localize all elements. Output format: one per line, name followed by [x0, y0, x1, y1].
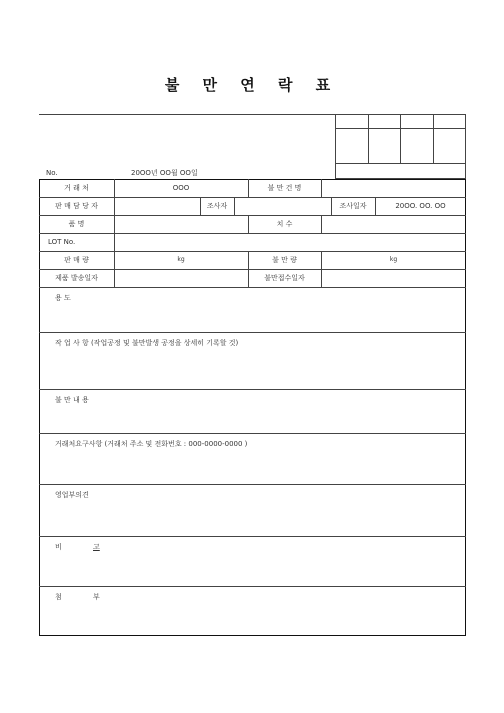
section-line-5 [39, 536, 466, 537]
complaint-qty-unit: kg [389, 256, 398, 263]
mid-col-b2 [321, 215, 322, 233]
page-title: 불 만 연 락 표 [164, 76, 340, 94]
form-table [39, 179, 466, 636]
row-line-4 [39, 251, 466, 252]
investigation-date-value: 20OO. OO. OO [395, 202, 446, 210]
row-line-6 [39, 287, 466, 288]
investigation-date-label: 조사일자 [339, 202, 367, 210]
remarks-label-1: 비 [55, 543, 62, 551]
client-request-label: 거래처요구사항 (거래처 주소 및 전화번호 : 000-0000-0000 ) [55, 440, 248, 448]
usage-label: 용 도 [55, 294, 71, 302]
header-date: 20OO년 OO월 OO일 [131, 169, 198, 177]
row-line-1 [39, 197, 466, 198]
no-label: No. [46, 169, 58, 177]
row-line-2 [39, 215, 466, 216]
client-label: 거 래 처 [64, 184, 89, 192]
section-line-4 [39, 484, 466, 485]
section-line-6 [39, 586, 466, 587]
ship-date-label: 제품 발송일자 [55, 274, 98, 282]
row-line-5 [39, 269, 466, 270]
complaint-qty-label: 불 만 량 [272, 256, 297, 264]
approval-col-1 [368, 114, 369, 163]
section-line-3 [39, 433, 466, 434]
investigator-col-2 [234, 197, 235, 215]
sales-opinion-label: 영업부의견 [55, 491, 89, 499]
approval-col-3 [433, 114, 434, 163]
row-line-3 [39, 233, 466, 234]
lot-label: LOT No. [48, 238, 76, 246]
complaint-case-label: 불 만 건 명 [267, 184, 302, 192]
label-col-divider [114, 179, 115, 287]
section-line-1 [39, 332, 466, 333]
receipt-date-label: 불만접수일자 [264, 274, 305, 282]
remarks-label-2: 고 [93, 543, 100, 551]
approval-bottom-rule [335, 163, 466, 164]
mid-col-b [321, 179, 322, 197]
complaint-content-label: 불 만 내 용 [55, 396, 89, 404]
approval-col-2 [400, 114, 401, 163]
investigator-label: 조사자 [206, 202, 228, 210]
work-items-label: 작 업 사 항 (작업공정 및 불만발생 공정을 상세히 기록할 것) [55, 339, 239, 347]
sales-qty-label: 판 매 량 [64, 256, 89, 264]
dimension-label: 치 수 [276, 220, 293, 228]
attachment-label-2: 부 [93, 593, 100, 601]
section-line-2 [39, 389, 466, 390]
sales-rep-label: 판 매 담 당 자 [55, 202, 98, 210]
attachment-label-1: 첨 [55, 593, 62, 601]
product-label: 품 명 [68, 220, 85, 228]
sales-qty-unit: kg [177, 256, 185, 263]
client-value: OOO [172, 184, 190, 192]
